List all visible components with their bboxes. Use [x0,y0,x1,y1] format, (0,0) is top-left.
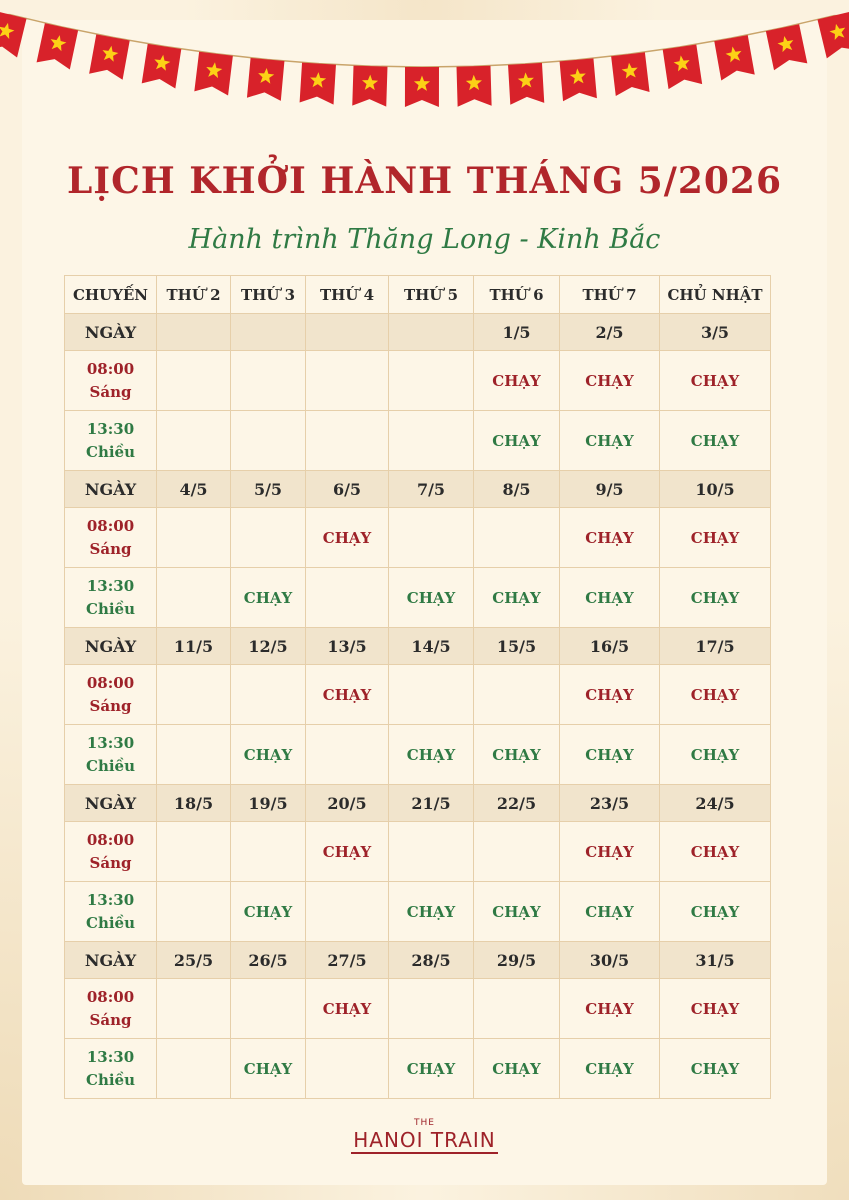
trip-status-cell: CHẠY [560,882,660,942]
header-fri: THỨ 6 [474,276,560,314]
date-cell: 14/5 [389,628,474,665]
afternoon-slot-label [65,882,157,942]
trip-status-cell: CHẠY [660,665,771,725]
date-cell: 11/5 [157,628,231,665]
date-cell: 28/5 [389,942,474,979]
slot-period: Sáng [89,382,132,401]
afternoon-slot-label [65,725,157,785]
trip-status-cell [231,665,306,725]
date-cell: 13/5 [306,628,389,665]
morning-slot-label [65,665,157,725]
date-cell: 23/5 [560,785,660,822]
trip-status-cell: CHẠY [660,351,771,411]
trip-status-cell [157,1039,231,1099]
morning-slot-label [65,351,157,411]
trip-status-cell: CHẠY [389,1039,474,1099]
trip-status-cell [157,351,231,411]
flag-icon [194,52,233,96]
slot-period: Chiều [86,442,135,461]
flag-icon [300,63,336,105]
table-header-row [65,276,771,314]
date-cell: 24/5 [660,785,771,822]
header-sat: THỨ 7 [560,276,660,314]
trip-status-cell [474,508,560,568]
date-row [65,314,771,351]
slot-period: Chiều [86,913,135,932]
date-row-label: NGÀY [65,471,157,508]
date-cell: 12/5 [231,628,306,665]
date-row-label: NGÀY [65,628,157,665]
trip-status-cell [306,725,389,785]
slot-time: 08:00 [86,516,135,535]
date-cell: 19/5 [231,785,306,822]
flag-icon [611,52,649,96]
trip-status-cell: CHẠY [560,568,660,628]
trip-status-cell: CHẠY [231,882,306,942]
trip-status-cell: CHẠY [660,979,771,1039]
date-cell: 3/5 [660,314,771,351]
trip-status-cell: CHẠY [474,351,560,411]
date-cell: 30/5 [560,942,660,979]
date-cell: 26/5 [231,942,306,979]
trip-status-cell: CHẠY [660,568,771,628]
trip-status-cell: CHẠY [306,665,389,725]
slot-period: Sáng [89,1010,132,1029]
date-cell: 1/5 [474,314,560,351]
flag-icon [457,66,492,107]
trip-status-cell [231,979,306,1039]
trip-status-cell: CHẠY [306,508,389,568]
trip-status-cell: CHẠY [560,1039,660,1099]
page-subtitle: Hành trình Thăng Long - Kinh Bắc [188,224,661,255]
logo-the: THE [414,1118,435,1128]
morning-trip-row [65,822,771,882]
header-thu: THỨ 5 [389,276,474,314]
date-cell: 18/5 [157,785,231,822]
trip-status-cell [389,665,474,725]
trip-status-cell [306,568,389,628]
slot-period: Sáng [89,853,132,872]
trip-status-cell: CHẠY [474,568,560,628]
trip-status-cell [389,351,474,411]
date-row [65,785,771,822]
header-trip: CHUYẾN [65,276,157,314]
afternoon-slot-label [65,411,157,471]
header-mon: THỨ 2 [157,276,231,314]
trip-status-cell: CHẠY [660,411,771,471]
trip-status-cell: CHẠY [560,508,660,568]
slot-time: 08:00 [86,830,135,849]
trip-status-cell: CHẠY [560,725,660,785]
morning-slot-label [65,508,157,568]
trip-status-cell: CHẠY [389,568,474,628]
trip-status-cell [157,822,231,882]
header-wed: THỨ 4 [306,276,389,314]
slot-period: Sáng [89,539,132,558]
date-row [65,942,771,979]
trip-status-cell [231,822,306,882]
trip-status-cell: CHẠY [560,351,660,411]
date-cell: 4/5 [157,471,231,508]
trip-status-cell [474,822,560,882]
flag-icon [37,23,79,69]
trip-status-cell: CHẠY [660,882,771,942]
header-sun: CHỦ NHẬT [660,276,771,314]
trip-status-cell: CHẠY [389,882,474,942]
flag-icon [508,63,544,105]
trip-status-cell [389,508,474,568]
afternoon-trip-row [65,568,771,628]
trip-status-cell [306,1039,389,1099]
afternoon-trip-row [65,1039,771,1099]
afternoon-slot-label [65,1039,157,1099]
date-cell: 22/5 [474,785,560,822]
date-cell: 21/5 [389,785,474,822]
trip-status-cell: CHẠY [660,508,771,568]
morning-trip-row [65,979,771,1039]
flag-icon [405,67,439,107]
flag-icon [560,58,597,101]
trip-status-cell: CHẠY [560,411,660,471]
flag-icon [663,45,702,90]
logo-main: HANOI TRAIN [353,1128,496,1152]
slot-time: 13:30 [86,1047,135,1066]
trip-status-cell [157,725,231,785]
flag-icon [714,35,754,80]
date-cell [231,314,306,351]
header-tue: THỨ 3 [231,276,306,314]
date-row [65,471,771,508]
date-row-label: NGÀY [65,785,157,822]
slot-period: Sáng [89,696,132,715]
slot-time: 08:00 [86,987,135,1006]
trip-status-cell [157,882,231,942]
trip-status-cell: CHẠY [231,1039,306,1099]
date-cell [306,314,389,351]
date-row [65,628,771,665]
date-cell: 16/5 [560,628,660,665]
trip-status-cell: CHẠY [560,822,660,882]
trip-status-cell [231,508,306,568]
trip-status-cell [231,411,306,471]
slot-period: Chiều [86,756,135,775]
date-cell: 29/5 [474,942,560,979]
slot-time: 08:00 [86,673,135,692]
trip-status-cell: CHẠY [306,822,389,882]
slot-period: Chiều [86,599,135,618]
trip-status-cell: CHẠY [660,725,771,785]
trip-status-cell [474,665,560,725]
flag-icon [247,58,284,101]
flag-icon [352,66,387,107]
date-cell: 27/5 [306,942,389,979]
trip-status-cell: CHẠY [474,1039,560,1099]
slot-time: 13:30 [86,419,135,438]
date-cell: 5/5 [231,471,306,508]
trip-status-cell [157,979,231,1039]
trip-status-cell: CHẠY [306,979,389,1039]
trip-status-cell [157,411,231,471]
date-cell: 7/5 [389,471,474,508]
trip-status-cell: CHẠY [231,568,306,628]
trip-status-cell: CHẠY [474,882,560,942]
schedule-body [65,314,771,1099]
date-cell: 17/5 [660,628,771,665]
flag-icon [142,44,182,89]
date-row-label: NGÀY [65,314,157,351]
afternoon-trip-row [65,725,771,785]
trip-status-cell: CHẠY [560,979,660,1039]
slot-time: 13:30 [86,576,135,595]
flag-icon [89,34,130,79]
trip-status-cell: CHẠY [474,725,560,785]
flag-icon [766,24,807,70]
slot-time: 13:30 [86,733,135,752]
morning-slot-label [65,979,157,1039]
trip-status-cell [474,979,560,1039]
morning-trip-row [65,351,771,411]
date-row-label: NGÀY [65,942,157,979]
morning-trip-row [65,508,771,568]
date-cell: 9/5 [560,471,660,508]
afternoon-slot-label [65,568,157,628]
trip-status-cell [306,882,389,942]
trip-status-cell [389,822,474,882]
trip-status-cell [389,411,474,471]
date-cell: 15/5 [474,628,560,665]
morning-trip-row [65,665,771,725]
trip-status-cell [389,979,474,1039]
trip-status-cell [157,568,231,628]
trip-status-cell [306,351,389,411]
trip-status-cell: CHẠY [660,822,771,882]
date-cell: 20/5 [306,785,389,822]
trip-status-cell: CHẠY [231,725,306,785]
flag-icon [817,12,849,59]
afternoon-trip-row [65,882,771,942]
trip-status-cell: CHẠY [660,1039,771,1099]
date-cell: 31/5 [660,942,771,979]
vietnam-flag-bunting-icon [0,0,849,130]
date-cell: 8/5 [474,471,560,508]
trip-status-cell [306,411,389,471]
date-cell: 25/5 [157,942,231,979]
trip-status-cell [231,351,306,411]
page-title: LỊCH KHỞI HÀNH THÁNG 5/2026 [66,160,783,202]
trip-status-cell [157,508,231,568]
trip-status-cell: CHẠY [389,725,474,785]
morning-slot-label [65,822,157,882]
slot-period: Chiều [86,1070,135,1089]
slot-time: 08:00 [86,359,135,378]
trip-status-cell [157,665,231,725]
date-cell [157,314,231,351]
date-cell: 6/5 [306,471,389,508]
date-cell: 2/5 [560,314,660,351]
trip-status-cell: CHẠY [474,411,560,471]
date-cell [389,314,474,351]
slot-time: 13:30 [86,890,135,909]
afternoon-trip-row [65,411,771,471]
hanoi-train-logo [0,1118,849,1154]
departure-schedule-table [64,275,771,1099]
date-cell: 10/5 [660,471,771,508]
trip-status-cell: CHẠY [560,665,660,725]
